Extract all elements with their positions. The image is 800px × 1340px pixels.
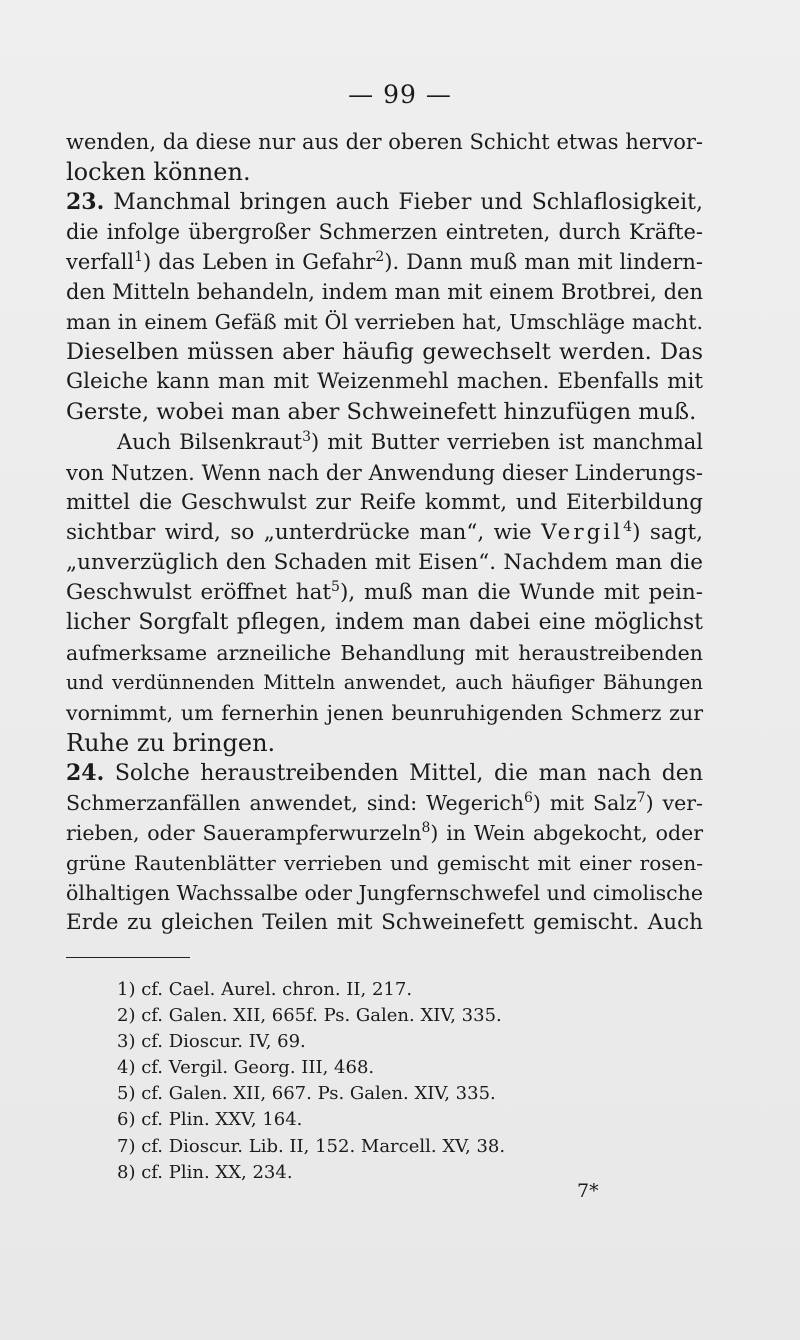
text-span: ) mit Butter verrieben ist manchmal — [310, 430, 703, 455]
text-line: locken können. — [66, 158, 251, 187]
text-line — [66, 818, 703, 848]
text-span: ) das Leben in Gefahr — [142, 250, 376, 275]
footnote: 1) cf. Cael. Aurel. chron. II, 217. — [117, 979, 413, 1000]
text-line: Ruhe zu bringen. — [66, 728, 276, 757]
footnote: 5) cf. Galen. XII, 667. Ps. Galen. XIV, 335. — [117, 1083, 496, 1105]
footnote: 8) cf. Plin. XX, 234. — [117, 1161, 293, 1183]
text-line: Dieselben müssen aber häufig gewechselt werden. Das — [66, 339, 703, 366]
text-span: Auch Bilsenkraut — [117, 430, 303, 455]
footnote: 6) cf. Plin. XXV, 164. — [117, 1109, 303, 1131]
section-number: 24. — [66, 759, 105, 786]
text-line: ölhaltigen Wachssalbe oder Jungfernschwefel und cimolische — [66, 881, 703, 906]
text-span: rieben, oder Sauerampferwurzeln — [66, 821, 422, 846]
text-line: „unverzüglich den Schaden mit Eisen“. Nachdem man die — [66, 549, 703, 575]
footnote: 7) cf. Dioscur. Lib. II, 152. Marcell. XV, 38. — [117, 1135, 506, 1157]
text-span: sichtbar wird, so „unterdrücke man“, wie — [66, 519, 532, 545]
text-line: wenden, da diese nur aus der oberen Schicht etwas hervor- — [66, 130, 703, 154]
body-text — [66, 127, 703, 938]
section-number: 23. — [66, 189, 105, 216]
text-span: Solche heraustreibenden Mittel, die man nach den — [114, 760, 703, 786]
text-span: ) mit Salz — [532, 791, 637, 816]
text-span: Geschwulst eröffnet hat — [66, 579, 332, 605]
footnote-ref: 2 — [375, 249, 385, 266]
footnote: 4) cf. Vergil. Georg. III, 468. — [117, 1057, 375, 1079]
text-line: Erde zu gleichen Teilen mit Schweinefett gemischt. Auch — [66, 910, 703, 936]
text-line: die infolge übergroßer Schmerzen eintreten, durch Kräfte- — [66, 220, 703, 245]
text-line — [66, 187, 703, 217]
footnote-ref: 8 — [421, 820, 431, 837]
footnote-ref: 1 — [134, 249, 143, 266]
footnote-ref: 4 — [623, 518, 633, 535]
author-name: Vergil — [541, 519, 624, 545]
text-line — [66, 788, 703, 818]
text-span: Manchmal bringen auch Fieber und Schlaflosigkeit, — [113, 190, 703, 216]
footnotes — [117, 977, 505, 1186]
text-span: ). Dann muß man mit lindern- — [384, 250, 703, 275]
text-line: vornimmt, um fernerhin jenen beunruhigenden Schmerz zur — [66, 700, 703, 725]
footnote-ref: 6 — [523, 790, 533, 807]
text-line: von Nutzen. Wenn nach der Anwendung dieser Linderungs- — [66, 460, 703, 485]
text-line — [66, 758, 703, 788]
text-line: aufmerksame arzneiliche Behandlung mit heraustreibenden — [66, 640, 703, 665]
footnote-divider — [66, 957, 190, 958]
text-span: ), muß man die Wunde mit pein- — [339, 579, 703, 605]
text-line: den Mitteln behandeln, indem man mit einem Brotbrei, den — [66, 280, 703, 305]
footnote-ref: 5 — [331, 578, 340, 595]
text-line — [66, 518, 703, 548]
text-span: ) ver- — [645, 791, 703, 816]
text-line: Gleiche kann man mit Weizenmehl machen. Ebenfalls mit — [66, 369, 703, 395]
text-line: grüne Rautenblätter verrieben und gemischt mit einer rosen- — [66, 851, 703, 876]
text-line — [66, 247, 703, 277]
text-span: ) in Wein abgekocht, oder — [430, 821, 703, 846]
text-span: ) sagt, — [632, 519, 703, 545]
text-line: licher Sorgfalt pflegen, indem man dabei eine möglichst — [66, 609, 703, 635]
footnote-ref: 7 — [636, 790, 646, 807]
page-number: — 99 — — [348, 80, 452, 109]
text-line: man in einem Gefäß mit Öl verrieben hat, Umschläge macht. — [66, 310, 703, 335]
text-line: und verdünnenden Mitteln anwendet, auch häufiger Bähungen — [66, 670, 703, 694]
text-line: Gerste, wobei man aber Schweinefett hinzufügen muß. — [66, 399, 697, 426]
text-span: Schmerzanfällen anwendet, sind: Wegerich — [66, 791, 524, 816]
signature-mark: 7* — [577, 1180, 599, 1202]
footnote: 3) cf. Dioscur. IV, 69. — [117, 1031, 306, 1053]
text-line — [66, 578, 703, 608]
text-line: mittel die Geschwulst zur Reife kommt, und Eiterbildung — [66, 489, 703, 515]
footnote-ref: 3 — [302, 429, 311, 446]
footnote: 2) cf. Galen. XII, 665f. Ps. Galen. XIV, 335. — [117, 1005, 502, 1027]
text-span: verfall — [66, 250, 135, 275]
text-line — [66, 427, 703, 457]
